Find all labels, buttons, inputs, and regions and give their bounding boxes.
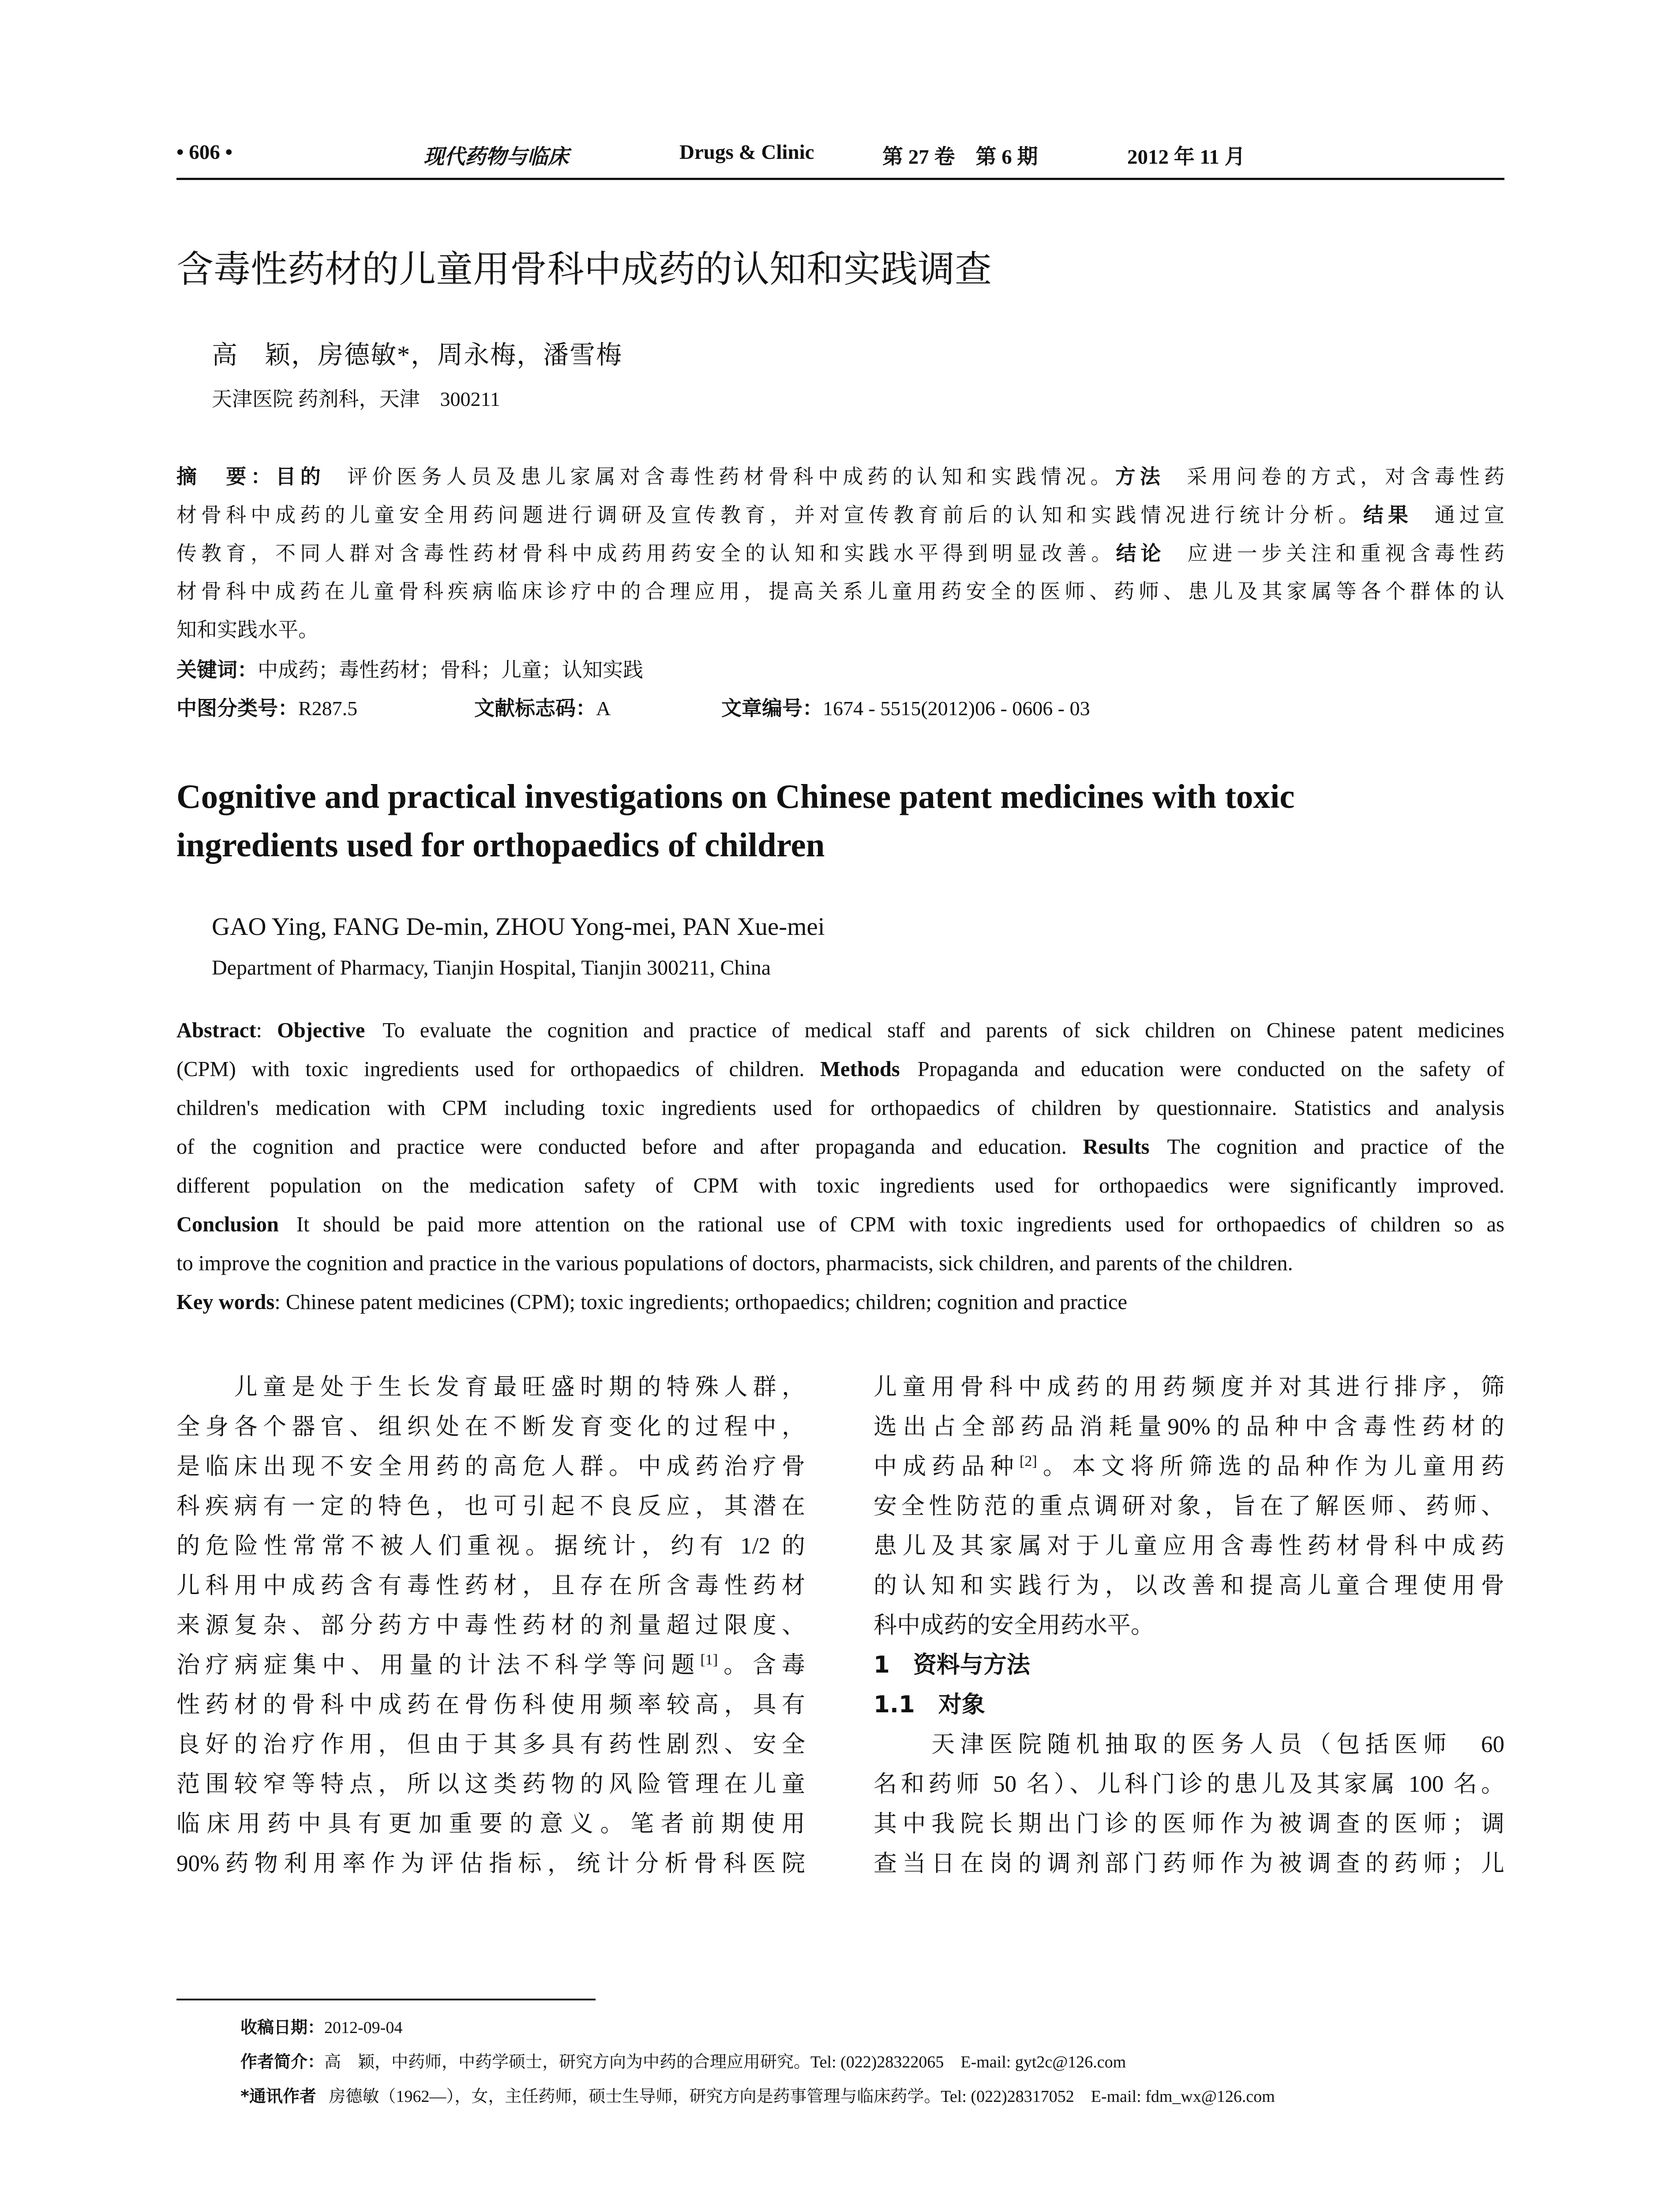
footnote-author-bio xyxy=(240,2051,1126,2073)
body-line: 其中我院长期出门诊的医师作为被调查的医师；调 xyxy=(874,1811,1504,1837)
body-line: 90%药物利用率作为评估指标，统计分析骨科医院 xyxy=(176,1851,805,1876)
body-line: 临床用药中具有更加重要的意义。笔者前期使用 xyxy=(176,1811,805,1837)
body-line: 良好的治疗作用，但由于其多具有药性剧烈、安全 xyxy=(176,1732,805,1757)
received-label: 收稿日期： xyxy=(240,2018,325,2037)
paper-title-en: ingredients used for orthopaedics of children xyxy=(176,826,825,864)
classification-cn xyxy=(176,695,1504,722)
corresponding-label: *通讯作者 xyxy=(240,2086,316,2106)
body-text: 。本文将所筛选的品种作为儿童用药 xyxy=(1037,1454,1505,1479)
abstract-cn-label: 摘 要： xyxy=(176,465,276,488)
running-header xyxy=(176,140,1504,176)
body-text: 中成药品种 xyxy=(874,1454,1020,1479)
affiliation-cn: 天津医院 药剂科，天津 300211 xyxy=(212,388,500,410)
corresponding-value: 房德敏（1962—），女，主任药师，硕士生导师，研究方向是药事管理与临床药学。Tel: (022)28317052 E-mail: fdm_wx@126.com xyxy=(329,2087,1275,2106)
conclusion-text-en: It should be paid more attention on the rational use of CPM with toxic ingredients used for orthopaedics of children so as xyxy=(296,1213,1504,1236)
doc-code-label: 文献标志码： xyxy=(474,696,596,720)
keywords-en xyxy=(176,1289,1504,1316)
keywords-en-label: Key words xyxy=(176,1291,275,1314)
abstract-en-line xyxy=(176,1211,1504,1238)
body-line: 天津医院随机抽取的医务人员（包括医师 60 xyxy=(874,1732,1504,1757)
conclusion-label-en: Conclusion xyxy=(176,1213,279,1236)
body-line: 查当日在岗的调剂部门药师作为被调查的药师；儿 xyxy=(874,1851,1504,1876)
doc-code-value: A xyxy=(596,697,611,720)
methods-text-en: Propaganda and education were conducted on the safety of xyxy=(917,1058,1505,1081)
body-line: 安全性防范的重点调研对象，旨在了解医师、药师、 xyxy=(874,1493,1504,1519)
citation-ref: [1] xyxy=(700,1651,718,1668)
abstract-en-line xyxy=(176,1056,1504,1083)
abstract-cn-line xyxy=(176,502,1504,529)
paper-title-cn: 含毒性药材的儿童用骨科中成药的认知和实践调查 xyxy=(176,248,992,291)
body-line: 来源复杂、部分药方中毒性药材的剂量超过限度、 xyxy=(176,1613,805,1638)
body-text: 治疗病症集中、用量的计法不科学等问题 xyxy=(176,1652,701,1678)
received-value: 2012-09-04 xyxy=(324,2018,403,2037)
body-line: 全身各个器官、组织处在不断发育变化的过程中， xyxy=(176,1414,805,1440)
abstract-en-text: (CPM) with toxic ingredients used for orthopaedics of children. xyxy=(176,1058,805,1081)
volume-issue: 第 27 卷 第 6 期 xyxy=(882,146,1038,169)
conclusion-label-cn: 结论 xyxy=(1116,541,1166,565)
authors-en: GAO Ying, FANG De-min, ZHOU Yong-mei, PAN Xue-mei xyxy=(212,913,825,941)
journal-name-en: Drugs & Clinic xyxy=(679,141,814,164)
results-label-cn: 结果 xyxy=(1363,503,1413,527)
body-line xyxy=(874,1452,1504,1482)
abstract-en-line: children's medication with CPM including toxic ingredients used for orthopaedics of children by questionnaire. Statistics and analysis xyxy=(176,1096,1504,1120)
body-line: 的危险性常常不被人们重视。据统计，约有 1/2 的 xyxy=(176,1533,805,1559)
citation-ref: [2] xyxy=(1020,1453,1037,1470)
keywords-cn-text: 中成药；毒性药材；骨科；儿童；认知实践 xyxy=(258,659,643,681)
page-number: • 606 • xyxy=(176,141,232,164)
clc-label: 中图分类号： xyxy=(176,696,298,720)
abstract-en-text: of the cognition and practice were conducted before and after propaganda and education. xyxy=(176,1135,1067,1159)
section-heading: 1 资料与方法 xyxy=(874,1651,1030,1678)
header-rule xyxy=(176,178,1504,180)
bio-value: 高 颖，中药师，中药学硕士，研究方向为中药的合理应用研究。Tel: (022)28322065 E-mail: gyt2c@126.com xyxy=(324,2053,1126,2071)
body-line: 儿童是处于生长发育最旺盛时期的特殊人群， xyxy=(176,1374,805,1400)
abstract-en-line xyxy=(176,1017,1504,1044)
body-line: 患儿及其家属对于儿童应用含毒性药材骨科中成药 xyxy=(874,1533,1504,1559)
methods-text-cn: 采用问卷的方式，对含毒性药 xyxy=(1182,465,1505,488)
body-line: 是临床出现不安全用药的高危人群。中成药治疗骨 xyxy=(176,1454,805,1479)
body-line: 的认知和实践行为，以改善和提高儿童合理使用骨 xyxy=(874,1573,1504,1598)
keywords-cn-label: 关键词： xyxy=(176,658,258,682)
body-line xyxy=(176,1650,805,1680)
body-line: 性药材的骨科中成药在骨伤科使用频率较高，具有 xyxy=(176,1692,805,1718)
article-id-label: 文章编号： xyxy=(721,696,823,720)
journal-name-cn: 现代药物与临床 xyxy=(424,145,569,169)
affiliation-en: Department of Pharmacy, Tianjin Hospital, Tianjin 300211, China xyxy=(212,956,771,979)
footnote-received xyxy=(240,2016,402,2039)
conclusion-text-cn: 应进一步关注和重视含毒性药 xyxy=(1183,542,1505,565)
results-text-cn: 通过宣 xyxy=(1430,504,1505,526)
body-line: 科中成药的安全用药水平。 xyxy=(874,1613,1154,1638)
footnote-corresponding xyxy=(240,2085,1275,2108)
issue-date: 2012 年 11 月 xyxy=(1127,146,1245,169)
keywords-cn xyxy=(176,657,1504,683)
abstract-en-label: Abstract xyxy=(176,1019,256,1042)
abstract-cn-line: 知和实践水平。 xyxy=(176,619,319,641)
abstract-cn-line xyxy=(176,463,1504,490)
abstract-en-line: to improve the cognition and practice in the various populations of doctors, pharmacists, sick children, and parents of the children. xyxy=(176,1252,1293,1275)
authors-cn: 高 颖，房德敏*，周永梅，潘雪梅 xyxy=(212,341,623,369)
objective-text-cn: 评价医务人员及患儿家属对含毒性药材骨科中成药的认知和实践情况。 xyxy=(342,465,1115,488)
body-line: 科疾病有一定的特色，也可引起不良反应，其潜在 xyxy=(176,1493,805,1519)
subsection-heading: 1.1 对象 xyxy=(874,1691,985,1718)
abstract-cn-line xyxy=(176,540,1504,567)
body-line: 选出占全部药品消耗量90%的品种中含毒性药材的 xyxy=(874,1414,1504,1440)
methods-label-cn: 方法 xyxy=(1115,465,1165,488)
body-line: 名和药师 50 名）、儿科门诊的患儿及其家属 100 名。 xyxy=(874,1771,1504,1797)
abstract-cn-text: 传教育，不同人群对含毒性药材骨科中成药用药安全的认知和实践水平得到明显改善。 xyxy=(176,542,1116,565)
article-id-value: 1674 - 5515(2012)06 - 0606 - 03 xyxy=(823,697,1090,720)
body-line: 儿科用中成药含有毒性药材，且存在所含毒性药材 xyxy=(176,1573,805,1598)
objective-text-en: To evaluate the cognition and practice of medical staff and parents of sick children on Chinese patent medicines xyxy=(382,1019,1504,1042)
keywords-en-text: : Chinese patent medicines (CPM); toxic ingredients; orthopaedics; children; cognition and practice xyxy=(274,1291,1128,1314)
methods-label-en: Methods xyxy=(820,1058,900,1081)
abstract-cn-text: 材骨科中成药的儿童安全用药问题进行调研及宣传教育，并对宣传教育前后的认知和实践情况进行统计分析。 xyxy=(176,504,1363,526)
footnote-rule xyxy=(176,1999,596,2000)
clc-value: R287.5 xyxy=(298,697,358,720)
bio-label: 作者简介： xyxy=(240,2052,325,2071)
results-text-en: The cognition and practice of the xyxy=(1167,1135,1504,1159)
objective-label-en: Objective xyxy=(277,1019,365,1042)
objective-label-cn: 目的 xyxy=(275,465,325,488)
results-label-en: Results xyxy=(1083,1135,1150,1159)
body-text: 。含毒 xyxy=(718,1652,805,1678)
abstract-en-colon: : xyxy=(256,1019,277,1042)
abstract-en-line: different population on the medication safety of CPM with toxic ingredients used for orthopaedics were significantly improved. xyxy=(176,1174,1504,1197)
abstract-cn-line: 材骨科中成药在儿童骨科疾病临床诊疗中的合理应用，提高关系儿童用药安全的医师、药师、患儿及其家属等各个群体的认 xyxy=(176,580,1504,603)
abstract-en-line xyxy=(176,1133,1504,1161)
paper-title-en: Cognitive and practical investigations on Chinese patent medicines with toxic xyxy=(176,777,1295,815)
body-line: 儿童用骨科中成药的用药频度并对其进行排序，筛 xyxy=(874,1374,1504,1400)
body-line: 范围较窄等特点，所以这类药物的风险管理在儿童 xyxy=(176,1771,805,1797)
